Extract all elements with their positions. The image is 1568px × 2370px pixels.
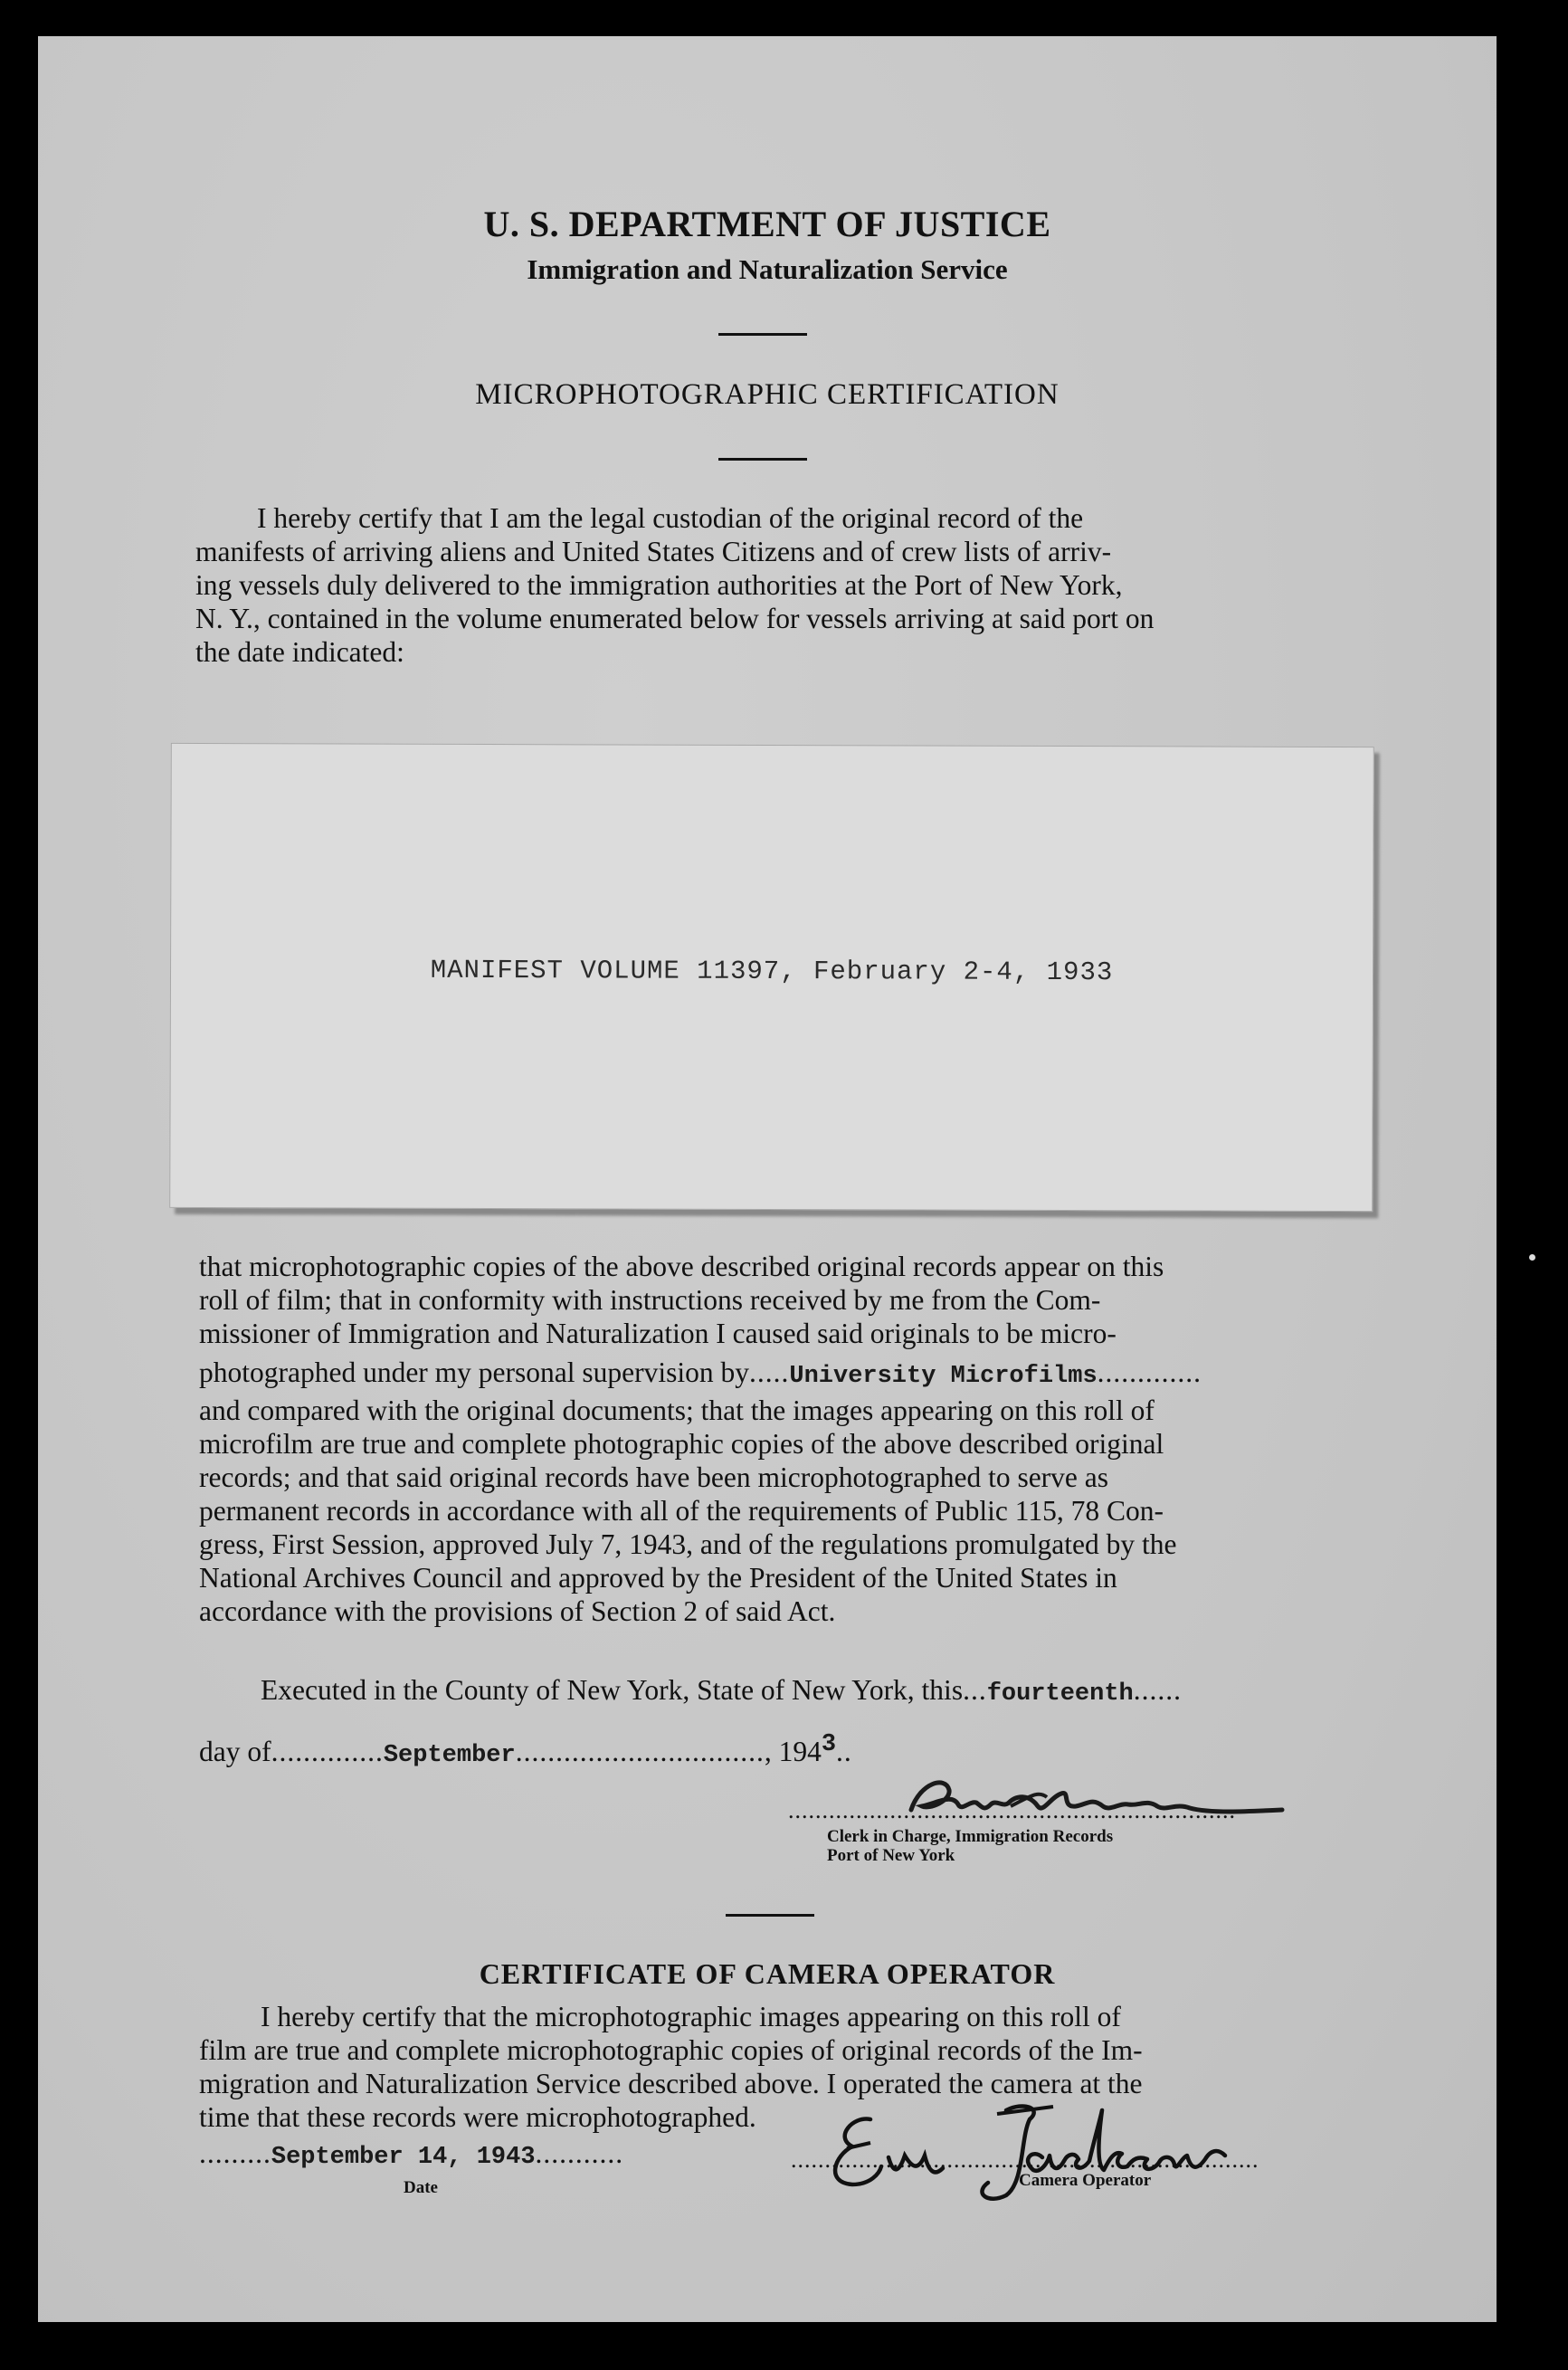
camera-date-line xyxy=(199,2137,623,2171)
execution-prefix: Executed in the County of New York, State of New York, this xyxy=(261,1674,964,1706)
camera-line: time that these records were microphotographed. xyxy=(199,2101,756,2133)
execution-line xyxy=(261,1674,1182,1708)
intro-line: N. Y., contained in the volume enumerated below for vessels arriving at said port on xyxy=(195,603,1155,634)
dotted-leader: ..... xyxy=(749,1356,790,1388)
film-speck xyxy=(1529,1254,1535,1261)
intro-line: the date indicated: xyxy=(195,636,404,668)
dotted-leader: .................................................................. xyxy=(788,1797,1236,1823)
camera-line: film are true and complete microphotographic copies of original records of the Im- xyxy=(199,2034,1143,2066)
day-field: fourteenth xyxy=(986,1680,1134,1708)
dotted-leader: .. xyxy=(836,1736,852,1767)
year-digit-field: 3 xyxy=(821,1731,837,1758)
body-line: roll of film; that in conformity with instructions received by me from the Com- xyxy=(199,1284,1101,1316)
clerk-location: Port of New York xyxy=(827,1846,955,1865)
record-description-card xyxy=(169,743,1374,1212)
body-line: permanent records in accordance with all of the requirements of Public 115, 78 Con- xyxy=(199,1495,1164,1527)
dotted-leader: .............. xyxy=(271,1736,384,1767)
service-subheading: Immigration and Naturalization Service xyxy=(527,253,1008,285)
dotted-leader: ...... xyxy=(1133,1674,1182,1706)
dotted-leader: ........... xyxy=(535,2137,624,2169)
supervision-prefix: photographed under my personal supervision by xyxy=(199,1356,750,1388)
intro-line: manifests of arriving aliens and United States Citizens and of crew lists of arriv- xyxy=(195,536,1112,567)
dotted-leader: ............. xyxy=(1097,1356,1202,1388)
body-line: National Archives Council and approved by the President of the United States in xyxy=(199,1562,1117,1594)
divider xyxy=(718,333,807,336)
body-line: and compared with the original documents; that the images appearing on this roll of xyxy=(199,1394,1155,1426)
month-field: September xyxy=(383,1742,516,1769)
intro-line: ing vessels duly delivered to the immigration authorities at the Port of New York, xyxy=(195,569,1123,601)
body-paragraph xyxy=(199,1250,1379,1628)
body-line: missioner of Immigration and Naturalization I caused said originals to be micro- xyxy=(199,1318,1117,1349)
operator-signature xyxy=(816,2083,1305,2210)
certification-title: MICROPHOTOGRAPHIC CERTIFICATION xyxy=(475,378,1060,411)
divider xyxy=(718,458,807,461)
document-page xyxy=(38,36,1497,2322)
camera-line: migration and Naturalization Service described above. I operated the camera at the xyxy=(199,2068,1143,2099)
operator-label: Camera Operator xyxy=(1019,2171,1152,2190)
day-of-label: day of xyxy=(199,1736,271,1767)
clerk-title: Clerk in Charge, Immigration Records xyxy=(827,1827,1114,1846)
date-line xyxy=(199,1731,852,1769)
body-line: accordance with the provisions of Section 2 of said Act. xyxy=(199,1595,836,1627)
intro-line: I hereby certify that I am the legal custodian of the original record of the xyxy=(257,502,1084,534)
camera-date-field: September 14, 1943 xyxy=(271,2144,536,2171)
body-line: microfilm are true and complete photographic copies of the above described original xyxy=(199,1428,1164,1460)
divider xyxy=(726,1914,814,1917)
dotted-leader: ......... xyxy=(199,2137,271,2169)
supervision-line xyxy=(199,1356,1379,1394)
date-label: Date xyxy=(404,2178,438,2197)
year-prefix: , 194 xyxy=(764,1736,822,1767)
dotted-leader: ............................... xyxy=(515,1736,765,1767)
body-line: that microphotographic copies of the above described original records appear on this xyxy=(199,1251,1164,1282)
body-line: records; and that said original records have been microphotographed to serve as xyxy=(199,1461,1109,1493)
department-heading: U. S. DEPARTMENT OF JUSTICE xyxy=(483,204,1051,244)
microfilm-company-field: University Microfilms xyxy=(789,1363,1098,1390)
manifest-volume-text: MANIFEST VOLUME 11397, February 2-4, 1933 xyxy=(430,955,1114,987)
dotted-leader: ... xyxy=(963,1674,987,1706)
camera-line: I hereby certify that the microphotographic images appearing on this roll of xyxy=(261,2001,1121,2032)
intro-paragraph xyxy=(195,501,1377,669)
dotted-leader: ..................................................................... xyxy=(791,2146,1259,2173)
body-line: gress, First Session, approved July 7, 1943, and of the regulations promulgated by the xyxy=(199,1528,1177,1560)
camera-operator-title: CERTIFICATE OF CAMERA OPERATOR xyxy=(479,1957,1056,1990)
